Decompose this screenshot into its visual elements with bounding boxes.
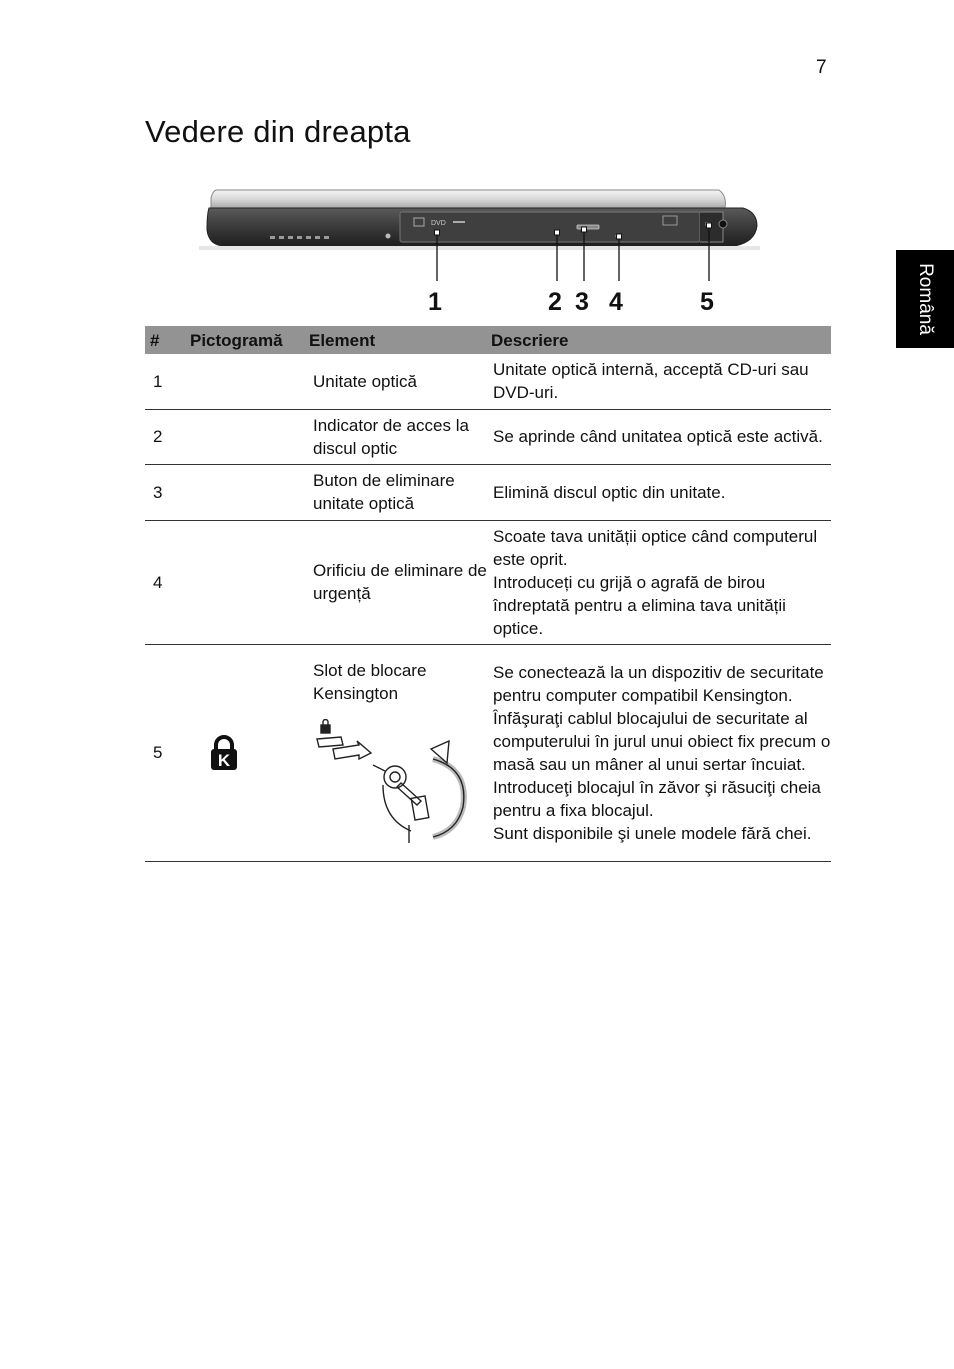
language-tab [896, 250, 954, 348]
row-number: 4 [145, 520, 183, 644]
row-description [489, 520, 831, 644]
description-line: Introduceți cu grijă o agrafă de birou îndreptată pentru a elimina tava unității optice. [493, 572, 786, 638]
description-line: Introduceţi blocajul în zăvor şi răsuciţi cheia pentru a fixa blocajul. [493, 777, 821, 820]
language-tab-label: Română [915, 263, 936, 335]
page-title: Vedere din dreapta [145, 114, 411, 149]
row-icon-cell [183, 409, 305, 464]
callout-4: 4 [609, 288, 623, 315]
header-element: Element [305, 326, 489, 354]
row-number: 5 [145, 644, 183, 861]
laptop-body [199, 190, 760, 250]
components-table [145, 326, 831, 862]
kensington-lock-icon [209, 735, 239, 771]
callout-2: 2 [548, 288, 562, 315]
row-description [489, 354, 831, 409]
row-description [489, 464, 831, 520]
description-line: Elimină discul optic din unitate. [493, 482, 726, 502]
row-element: Orificiu de eliminare de urgență [305, 520, 489, 644]
row-number: 2 [145, 409, 183, 464]
dvd-logo: DVD [431, 220, 446, 227]
description-line: Sunt disponibile şi unele modele fără chei. [493, 823, 812, 843]
description-line: Se aprinde când unitatea optică este activă. [493, 427, 823, 446]
table-row [145, 520, 831, 644]
row-element: Indicator de acces la discul optic [305, 409, 489, 464]
row-icon-cell [183, 520, 305, 644]
row-element: Unitate optică [305, 354, 489, 409]
header-number: # [145, 326, 183, 354]
page-number: 7 [816, 57, 827, 78]
row-description [489, 409, 831, 464]
description-line: Înfăşuraţi cablul blocajului de securitate al computerului în jurul unui obiect fix precum o masă sau un mâner al unui sertar încuiat. [493, 708, 831, 774]
description-line: Se conectează la un dispozitiv de securitate pentru computer compatibil Kensington. [493, 662, 824, 705]
row-icon-cell [183, 464, 305, 520]
callout-1: 1 [428, 288, 442, 315]
header-icon: Pictogramă [183, 326, 305, 354]
row-element: Buton de eliminare unitate optică [305, 464, 489, 520]
row-number: 3 [145, 464, 183, 520]
description-line: Unitate optică internă, acceptă CD-uri sau DVD-uri. [493, 360, 809, 403]
callout-3: 3 [575, 288, 589, 315]
row-number: 1 [145, 354, 183, 409]
row-description [489, 644, 831, 861]
table-row [145, 354, 831, 409]
table-row [145, 644, 831, 861]
svg-text:K: K [217, 750, 231, 770]
table-row [145, 409, 831, 464]
table-header-row [145, 326, 831, 354]
callout-5: 5 [700, 288, 714, 315]
row-icon-cell [183, 354, 305, 409]
row-icon-cell [183, 644, 305, 861]
laptop-right-side-illustration [195, 180, 770, 315]
row-element: Slot de blocare Kensington [313, 660, 427, 703]
header-description: Descriere [489, 326, 831, 354]
row-element-cell [305, 644, 489, 861]
kensington-lock-illustration [313, 719, 473, 843]
table-row [145, 464, 831, 520]
description-line: Scoate tava unității optice când computerul este oprit. [493, 526, 818, 569]
